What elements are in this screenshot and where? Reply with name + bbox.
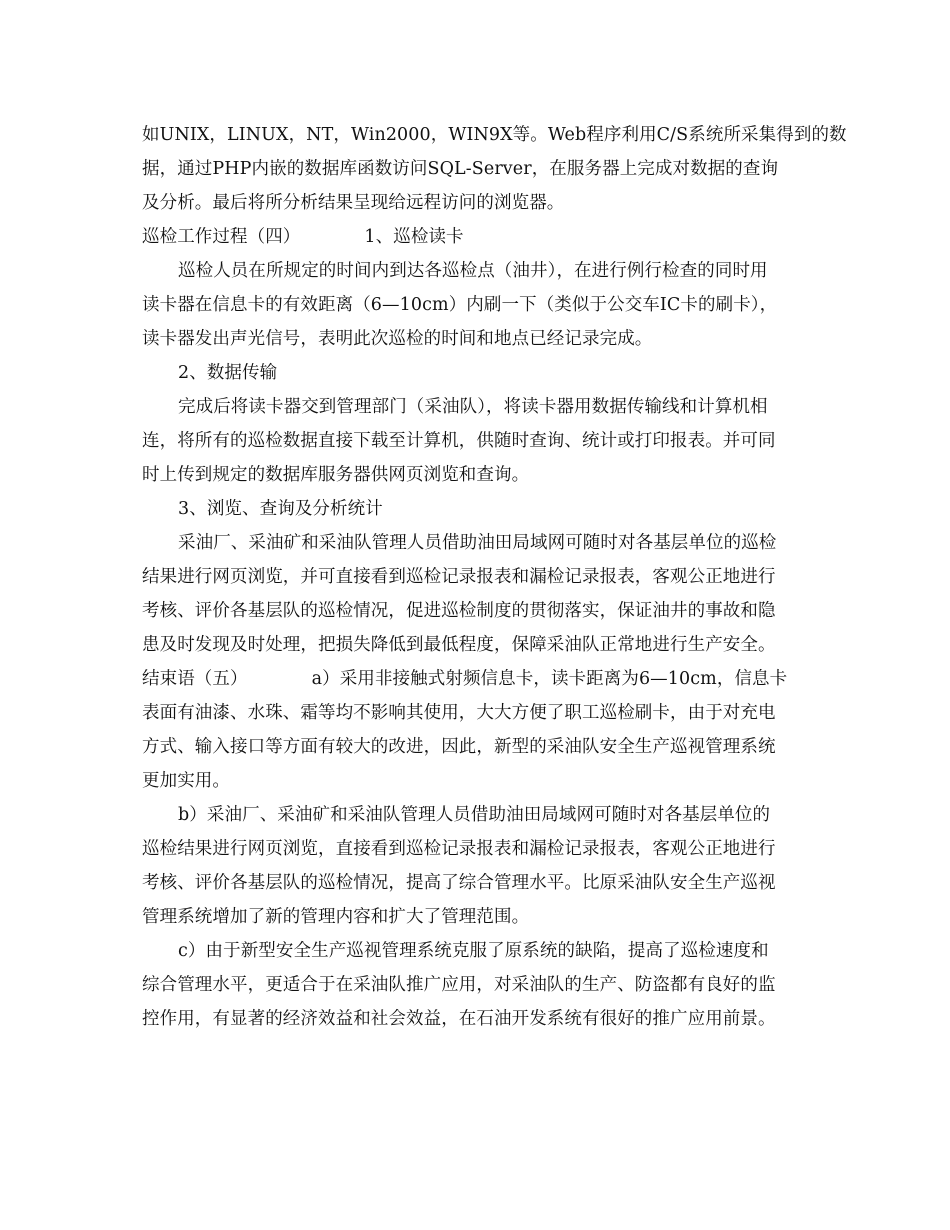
item-heading: 1、巡检读卡 — [364, 227, 464, 247]
text-line: 完成后将读卡器交到管理部门（采油队），将读卡器用数据传输线和计算机相 — [178, 397, 768, 417]
section-title: 结束语（五） — [142, 669, 248, 689]
text-line: a）采用非接触式射频信息卡，读卡距离为6—10cm，信息卡 — [311, 669, 788, 689]
text-line: 管理系统增加了新的管理内容和扩大了管理范围。 — [142, 907, 530, 927]
text-line: 及分析。最后将所分析结果呈现给远程访问的浏览器。 — [142, 193, 565, 213]
text-line: 巡检结果进行网页浏览，直接看到巡检记录报表和漏检记录报表，客观公正地进行 — [142, 839, 776, 859]
text-line: 如UNIX，LINUX，NT，Win2000，WIN9X等。Web程序利用C/S系统所采集得到的数 — [142, 125, 847, 145]
text-line: 控作用，有显著的经济效益和社会效益，在石油开发系统有很好的推广应用前景。 — [142, 1009, 776, 1029]
item-heading: 2、数据传输 — [178, 363, 278, 383]
text-line: 更加实用。 — [142, 771, 230, 791]
section-title: 巡检工作过程（四） — [142, 227, 301, 247]
item-heading: 3、浏览、查询及分析统计 — [178, 499, 383, 519]
text-line: c）由于新型安全生产巡视管理系统克服了原系统的缺陷，提高了巡检速度和 — [178, 941, 769, 961]
text-line: 连，将所有的巡检数据直接下载至计算机，供随时查询、统计或打印报表。并可同 — [142, 431, 776, 451]
text-line: b）采油厂、采油矿和采油队管理人员借助油田局域网可随时对各基层单位的 — [178, 805, 771, 825]
text-line: 表面有油漆、水珠、霜等均不影响其使用，大大方便了职工巡检刷卡，由于对充电 — [142, 703, 776, 723]
text-line: 方式、输入接口等方面有较大的改进，因此，新型的采油队安全生产巡视管理系统 — [142, 737, 776, 757]
text-line: 考核、评价各基层队的巡检情况，促进巡检制度的贯彻落实，保证油井的事故和隐 — [142, 601, 776, 621]
section-heading-5 — [142, 662, 816, 696]
text-line: 读卡器在信息卡的有效距离（6—10cm）内刷一下（类似于公交车IC卡的刷卡）， — [142, 295, 778, 315]
text-line: 巡检人员在所规定的时间内到达各巡检点（油井），在进行例行检查的同时用 — [178, 261, 768, 281]
text-line: 读卡器发出声光信号，表明此次巡检的时间和地点已经记录完成。 — [142, 329, 653, 349]
text-line: 综合管理水平，更适合于在采油队推广应用，对采油队的生产、防盗都有良好的监 — [142, 975, 776, 995]
text-line: 患及时发现及时处理，把损失降低到最低程度，保障采油队正常地进行生产安全。 — [142, 635, 776, 655]
document-page — [142, 118, 847, 1036]
text-line: 考核、评价各基层队的巡检情况，提高了综合管理水平。比原采油队安全生产巡视 — [142, 873, 776, 893]
section-heading-4 — [142, 220, 816, 254]
text-line: 结果进行网页浏览，并可直接看到巡检记录报表和漏检记录报表，客观公正地进行 — [142, 567, 776, 587]
text-line: 时上传到规定的数据库服务器供网页浏览和查询。 — [142, 465, 530, 485]
text-line: 据，通过PHP内嵌的数据库函数访问SQL-Server，在服务器上完成对数据的查询 — [142, 159, 779, 179]
text-line: 采油厂、采油矿和采油队管理人员借助油田局域网可随时对各基层单位的巡检 — [178, 533, 777, 553]
